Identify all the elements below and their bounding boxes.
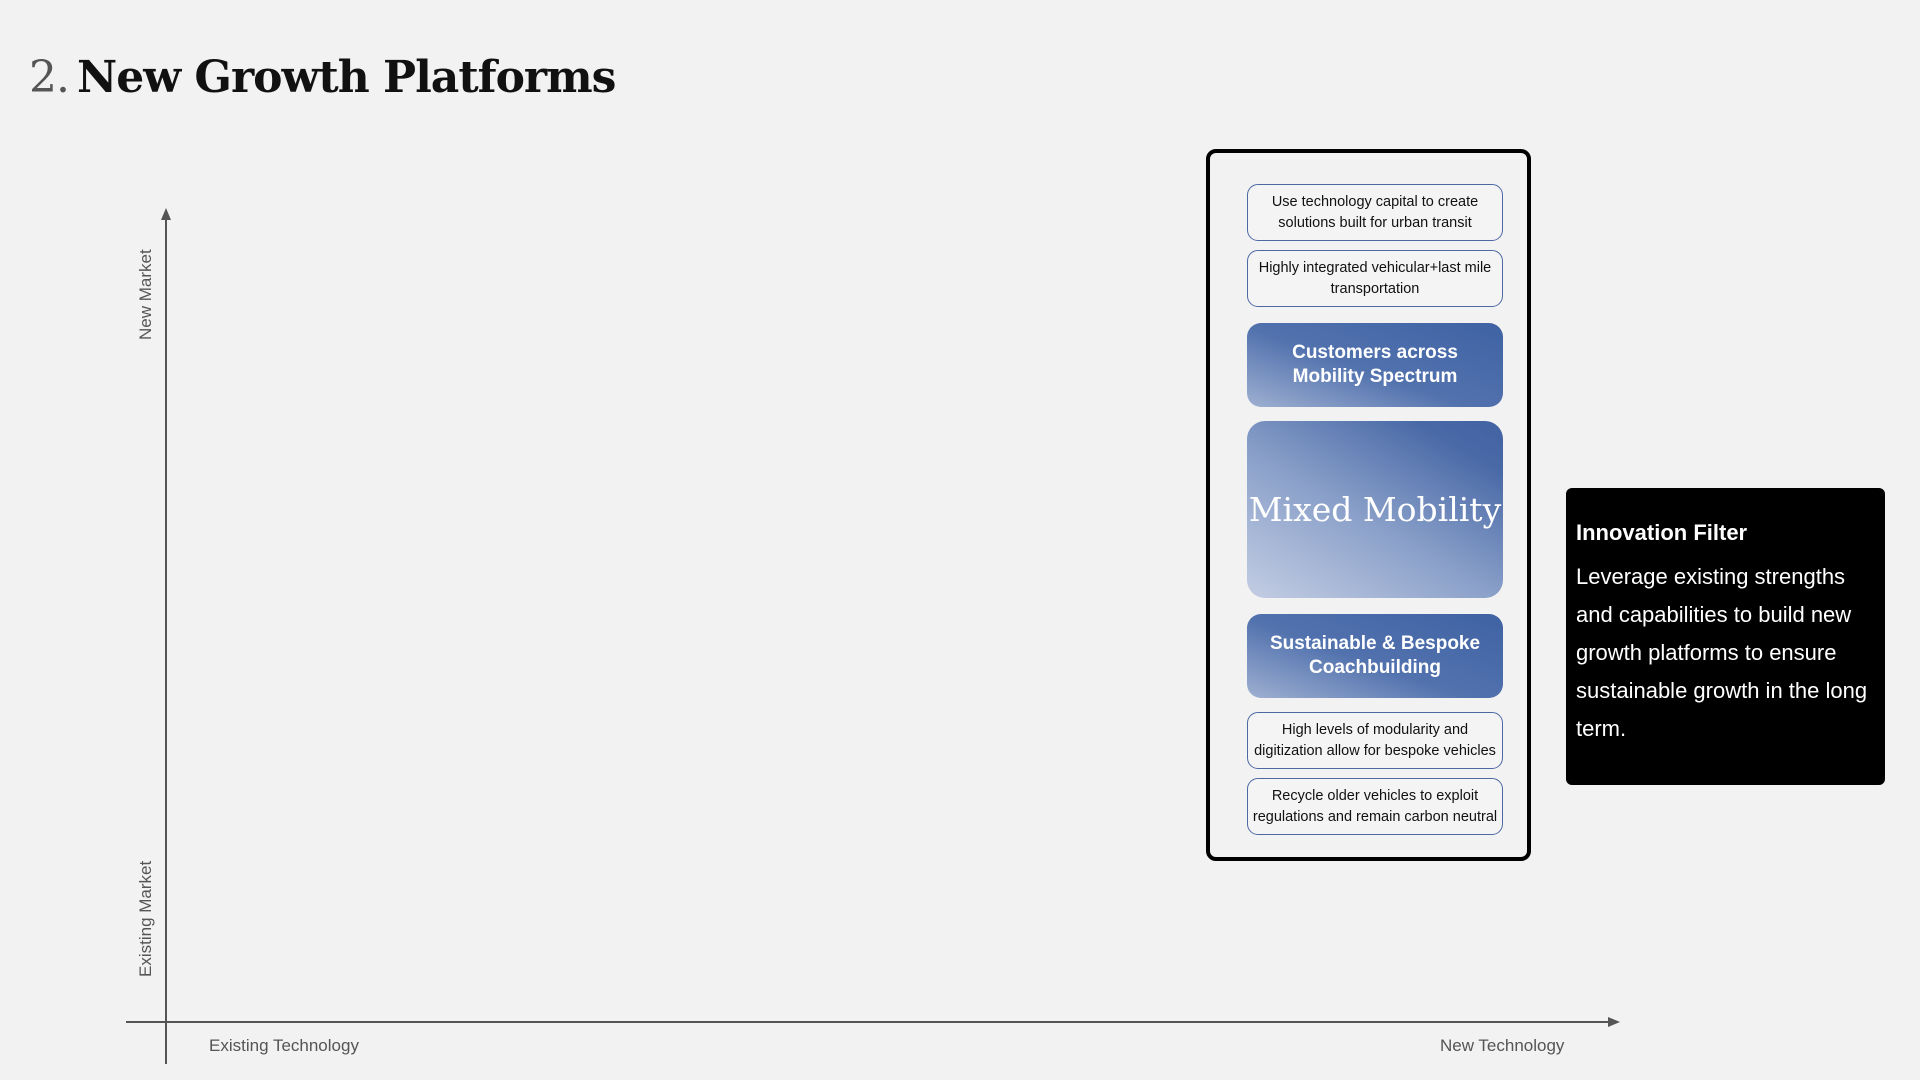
platform-note: Recycle older vehicles to exploit regulations and remain carbon neutral — [1247, 778, 1503, 835]
innovation-filter-box — [1566, 488, 1885, 785]
growth-platform-panel — [1206, 149, 1531, 861]
customers-pill: Customers across Mobility Spectrum — [1247, 323, 1503, 407]
mixed-mobility-core: Mixed Mobility — [1247, 421, 1503, 598]
platform-note: Use technology capital to create solutions built for urban transit — [1247, 184, 1503, 241]
platform-note: Highly integrated vehicular+last mile transportation — [1247, 250, 1503, 307]
y-axis-top-label: New Market — [136, 249, 155, 340]
x-axis-arrowhead — [1608, 1017, 1620, 1027]
title-text: New Growth Platforms — [76, 52, 616, 103]
coachbuilding-pill: Sustainable & Bespoke Coachbuilding — [1247, 614, 1503, 698]
y-axis-bottom-label: Existing Market — [136, 860, 155, 977]
x-axis-left-label: Existing Technology — [209, 1036, 359, 1055]
innovation-filter-body: Leverage existing strengths and capabilities to build new growth platforms to ensure sustainable growth in the long term. — [1576, 564, 1868, 741]
y-axis-arrowhead — [161, 208, 171, 220]
x-axis-right-label: New Technology — [1440, 1036, 1565, 1055]
platform-note: High levels of modularity and digitization allow for bespoke vehicles — [1247, 712, 1503, 769]
innovation-filter-heading: Innovation Filter — [1576, 520, 1748, 545]
title-number: 2. — [29, 52, 69, 103]
